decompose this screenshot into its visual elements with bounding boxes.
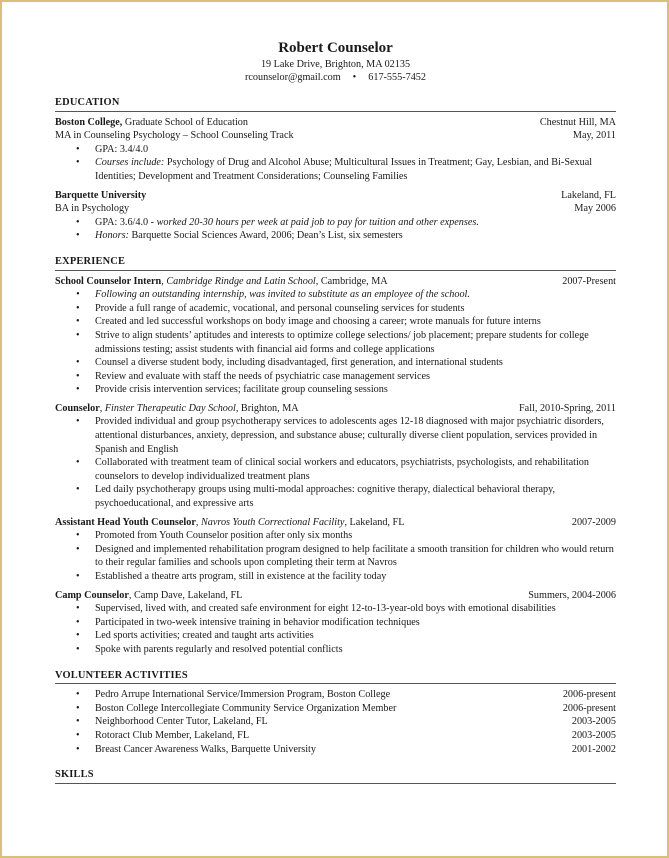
degree: MA in Counseling Psychology – School Counseling Track — [55, 130, 294, 142]
list-item: • Created and led successful workshops on body image and choosing a career; wrote manuals for future interns — [55, 315, 616, 329]
phone: 617-555-7452 — [368, 72, 426, 83]
job-date: Summers, 2004-2006 — [528, 589, 616, 601]
list-item: • GPA: 3.4/4.0 — [55, 143, 616, 157]
degree-date: May 2006 — [574, 203, 616, 215]
job-location: Cambridge, MA — [320, 275, 388, 287]
experience-entry: Counselor, Finster Therapeutic Day School, Brighton, MA Fall, 2010-Spring, 2011 • Provided individual and group psychotherapy services to adolescents ages 12-18 diagnosed with major psychiatric disorders, attentional disturbances, anxiety, depression, and substance abuse; culturally diverse client population, services provided in Spanish and English • Collaborated with treatment team of clinical social workers and educators, psychiatrists, psychologists, and rehabilitation counselors to develop individualized treatment plans • Led daily psychotherapy groups using multi-modal approaches: cognitive therapy, dialectical behavioral therapy, psychoeducational, and expressive arts — [55, 402, 616, 511]
experience-entry: Camp Counselor, Camp Dave, Lakeland, FL Summers, 2004-2006 • Supervised, lived with, and created safe environment for eight 12-to-13-year-old boys with emotional disabilities • Participated in two-week intensive training in behavior modification techniques • Led sports activities; created and taught arts activities • Spoke with parents regularly and resolved potential conflicts — [55, 589, 616, 657]
job-title: Assistant Head Youth Counselor — [55, 516, 196, 528]
school-location: Lakeland, FL — [561, 189, 616, 201]
address: 19 Lake Drive, Brighton, MA 02135 — [260, 59, 411, 70]
separator-dot: • — [352, 72, 357, 83]
list-item: • Rotoract Club Member, Lakeland, FL 2003-2005 — [55, 729, 616, 743]
list-item: • Provide crisis intervention services; facilitate group counseling sessions — [55, 383, 616, 397]
list-item: • Courses include: Psychology of Drug and Alcohol Abuse; Multicultural Issues in Treatment; Gay, Lesbian, and Bi-Sexual Identities; Development and Treatment Considerations; Counseling Families — [55, 156, 616, 183]
school-name: Barquette University — [55, 189, 147, 201]
list-item: • Designed and implemented rehabilitation program designed to help facilitate a smooth transition for children who would return to their regular families and schools upon completing their term at Navros — [55, 543, 616, 570]
education-entry — [55, 189, 616, 243]
list-item: • GPA: 3.6/4.0 - worked 20-30 hours per week at paid job to pay for tuition and other expenses. — [55, 216, 616, 230]
list-item: • Breast Cancer Awareness Walks, Barquette University 2001-2002 — [55, 743, 616, 757]
experience-entry: Assistant Head Youth Counselor, Navros Youth Correctional Facility, Lakeland, FL 2007-2009 • Promoted from Youth Counselor position after only six months • Designed and implemented rehabilitation program designed to help facilitate a smooth transition for children who would return to their regular families and schools upon completing their term at Navros • Established a theatre arts program, still in existence at the facility today — [55, 516, 616, 584]
list-item: • Established a theatre arts program, still in existence at the facility today — [55, 570, 616, 584]
job-date: 2007-Present — [562, 275, 616, 287]
list-item: • Led daily psychotherapy groups using multi-modal approaches: cognitive therapy, dialectical behavioral therapy, psychoeducational, and expressive arts — [55, 483, 616, 510]
list-item: • Supervised, lived with, and created safe environment for eight 12-to-13-year-old boys with emotional disabilities — [55, 602, 616, 616]
job-date: 2007-2009 — [571, 516, 616, 528]
list-item: • Strive to align students’ aptitudes and interests to optimize college selections/ job placement; prepare students for college admissions testing; assist students with financial aid forms and college applications — [55, 329, 616, 356]
list-item: • Participated in two-week intensive training in behavior modification techniques — [55, 616, 616, 630]
list-item: • Review and evaluate with staff the needs of psychiatric case management services — [55, 370, 616, 384]
job-location: Lakeland, FL — [187, 589, 243, 601]
experience-entry: School Counselor Intern, Cambridge Rindge and Latin School, Cambridge, MA 2007-Present • Following an outstanding internship, was invited to substitute as an employee of the school. • Provide a full range of academic, vocational, and personal counseling services for students • Created and led successful workshops on body image and choosing a career; wrote manuals for future interns • Strive to align students’ aptitudes and interests to optimize college selections/ job placement; prepare students for college admissions testing; assist students with financial aid forms and college applications • Counsel a diverse student body, including disadvantaged, first generation, and international students • Review and evaluate with staff the needs of psychiatric case management services • Provide crisis intervention services; facilitate group counseling sessions — [55, 275, 616, 397]
list-item: • Provided individual and group psychotherapy services to adolescents ages 12-18 diagnosed with major psychiatric disorders, attentional disturbances, anxiety, depression, and substance abuse; culturally diverse client population, services provided in Spanish and English — [55, 415, 616, 456]
job-org: Finster Therapeutic Day School — [104, 402, 236, 414]
list-item: • Pedro Arrupe International Service/Immersion Program, Boston College 2006-present — [55, 688, 616, 702]
degree: BA in Psychology — [55, 203, 130, 215]
education-entry — [55, 116, 616, 184]
list-item: • Collaborated with treatment team of clinical social workers and educators, psychiatrists, psychologists, and rehabilitation counselors to develop individualized treatment plans — [55, 456, 616, 483]
job-org: Cambridge Rindge and Latin School — [166, 275, 316, 287]
skills-heading: SKILLS — [55, 768, 616, 784]
school-detail: Graduate School of Education — [124, 116, 248, 128]
degree-date: May, 2011 — [572, 130, 616, 142]
volunteer-list — [55, 688, 616, 756]
school-name: Boston College, — [55, 116, 123, 128]
job-location: Brighton, MA — [240, 402, 299, 414]
job-location: Lakeland, FL — [349, 516, 405, 528]
email: rcounselor@gmail.com — [245, 72, 341, 83]
contact-line — [55, 71, 616, 84]
list-item: • Honors: Barquette Social Sciences Award, 2006; Dean’s List, six semesters — [55, 229, 616, 243]
job-org: Camp Dave — [133, 589, 183, 601]
education-heading: EDUCATION — [55, 96, 616, 112]
list-item: • Counsel a diverse student body, including disadvantaged, first generation, and international students — [55, 356, 616, 370]
job-title: Counselor — [55, 402, 100, 414]
job-title: School Counselor Intern — [55, 275, 162, 287]
resume-page — [55, 40, 616, 788]
volunteer-heading: VOLUNTEER ACTIVITIES — [55, 669, 616, 685]
job-title: Camp Counselor — [55, 589, 129, 601]
list-item: • Led sports activities; created and taught arts activities — [55, 629, 616, 643]
list-item: • Neighborhood Center Tutor, Lakeland, FL 2003-2005 — [55, 715, 616, 729]
list-item: • Provide a full range of academic, vocational, and personal counseling services for students — [55, 302, 616, 316]
list-item: • Boston College Intercollegiate Community Service Organization Member 2006-present — [55, 702, 616, 716]
list-item: • Following an outstanding internship, was invited to substitute as an employee of the school. — [55, 288, 616, 302]
school-location: Chestnut Hill, MA — [539, 116, 616, 128]
candidate-name: Robert Counselor — [278, 40, 393, 56]
job-org: Navros Youth Correctional Facility — [200, 516, 345, 528]
list-item: • Spoke with parents regularly and resolved potential conflicts — [55, 643, 616, 657]
list-item: • Promoted from Youth Counselor position after only six months — [55, 529, 616, 543]
job-date: Fall, 2010-Spring, 2011 — [519, 402, 616, 414]
experience-heading: EXPERIENCE — [55, 255, 616, 271]
